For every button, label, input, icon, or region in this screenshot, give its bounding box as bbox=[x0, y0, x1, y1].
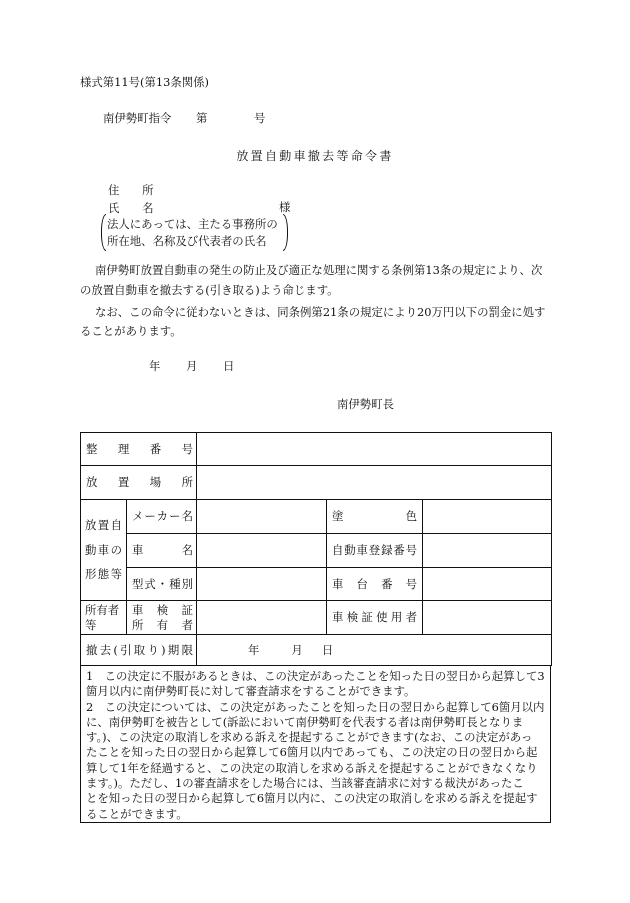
name-label: 氏 名 bbox=[108, 201, 154, 215]
body-line-4: ることがあります。 bbox=[80, 324, 182, 338]
owner-label bbox=[81, 601, 127, 635]
date-month: 月 bbox=[186, 359, 198, 373]
model-value bbox=[197, 568, 327, 601]
registration-value bbox=[423, 534, 552, 568]
form-number: 様式第11号(第13条関係) bbox=[80, 75, 210, 89]
directive-dai: 第 bbox=[196, 111, 208, 125]
reference-number-value bbox=[197, 433, 552, 466]
note-2-line-3: す。)、この決定の取消しを求める訴えを提起することができます(なお、この決定があっ bbox=[86, 730, 533, 745]
corporate-note-line-1: 法人にあっては、主たる事務所の bbox=[107, 217, 278, 231]
document-title: 放置自動車撤去等命令書 bbox=[236, 149, 394, 163]
deadline-label: 撤去(引取り)期限 bbox=[81, 635, 197, 666]
deadline-month: 月 bbox=[291, 642, 303, 657]
chassis-value bbox=[423, 568, 552, 601]
row-maker bbox=[81, 500, 552, 534]
directive-go: 号 bbox=[254, 111, 266, 125]
note-2-line-6: ます。)。ただし、1の審査請求をした場合には、当該審査請求に対する裁決があったこ bbox=[86, 776, 524, 791]
vehicle-form-label-line-3: 形態等 bbox=[85, 567, 122, 582]
body-line-1: 南伊勢町放置自動車の発生の防止及び適正な処理に関する条例第13条の規定により、次 bbox=[95, 263, 543, 277]
inspection-user-value bbox=[423, 601, 552, 635]
car-name-value bbox=[197, 534, 327, 568]
paint-color-label: 塗 色 bbox=[327, 500, 423, 534]
body-line-3: なお、この命令に従わないときは、同条例第21条の規定により20万円以下の罰金に処す bbox=[95, 305, 546, 319]
model-label: 型式・種別 bbox=[127, 568, 197, 601]
inspection-owner-label bbox=[127, 601, 197, 635]
directive-prefix: 南伊勢町指令 bbox=[103, 111, 172, 125]
note-1-line-2: 箇月以内に南伊勢町長に対して審査請求をすることができます。 bbox=[86, 684, 416, 699]
row-owner bbox=[81, 601, 552, 635]
vehicle-form bbox=[80, 432, 551, 823]
location-value bbox=[197, 466, 552, 500]
row-model bbox=[81, 568, 552, 601]
note-1-line-1: 1 この決定に不服があるときは、この決定があったことを知った日の翌日から起算して3 bbox=[86, 669, 545, 683]
vehicle-form-label bbox=[81, 500, 127, 601]
bracket-right bbox=[283, 214, 288, 251]
note-2-line-4: たことを知った日の翌日から起算して6箇月以内であっても、この決定の日の翌日から起 bbox=[86, 745, 538, 760]
registration-label: 自動車登録番号 bbox=[327, 534, 423, 568]
bracket-left bbox=[101, 214, 106, 251]
row-car-name bbox=[81, 534, 552, 568]
reference-number-label: 整 理 番 号 bbox=[81, 433, 197, 466]
vehicle-form-label-line-2: 動車の bbox=[85, 542, 122, 557]
note-2-line-1: 2 この決定については、この決定があったことを知った日の翌日から起算して6箇月以内 bbox=[86, 699, 545, 714]
deadline-year: 年 bbox=[248, 642, 260, 657]
inspection-owner-label-line-2: 所 有 者 bbox=[132, 617, 193, 632]
deadline-value bbox=[197, 635, 552, 666]
location-label: 放 置 場 所 bbox=[81, 466, 197, 500]
honorific: 様 bbox=[279, 200, 291, 214]
note-2-line-8: ることができます。 bbox=[86, 806, 188, 821]
car-name-label: 車 名 bbox=[127, 534, 197, 568]
owner-label-line-1: 所有者 bbox=[85, 602, 120, 617]
owner-label-line-2: 等 bbox=[85, 617, 97, 632]
inspection-owner-label-line-1: 車 検 証 bbox=[132, 602, 193, 617]
notes-box bbox=[80, 666, 551, 823]
note-2-line-7: とを知った日の翌日から起算して6箇月以内に、この決定の取消しを求める訴えを提起す bbox=[86, 791, 538, 806]
note-2-line-5: 算して1年を経過すると、この決定の取消しを求める訴えを提起することができなくなり bbox=[86, 760, 538, 775]
corporate-note-line-2: 所在地、名称及び代表者の氏名 bbox=[107, 234, 267, 248]
row-location bbox=[81, 466, 552, 500]
row-deadline bbox=[81, 635, 552, 666]
body-line-2: の放置自動車を撤去する(引き取る)よう命じます。 bbox=[80, 283, 339, 297]
inspection-owner-value bbox=[197, 601, 327, 635]
issuer: 南伊勢町長 bbox=[337, 397, 394, 411]
date-year: 年 bbox=[149, 359, 161, 373]
chassis-label: 車 台 番 号 bbox=[327, 568, 423, 601]
inspection-user-label: 車検証使用者 bbox=[327, 601, 423, 635]
row-reference-number bbox=[81, 433, 552, 466]
vehicle-info-table bbox=[80, 432, 552, 666]
maker-value bbox=[197, 500, 327, 534]
maker-label: メーカー名 bbox=[127, 500, 197, 534]
vehicle-form-label-line-1: 放置自 bbox=[85, 518, 122, 533]
date-day: 日 bbox=[223, 359, 235, 373]
paint-color-value bbox=[423, 500, 552, 534]
note-2-line-2: に、南伊勢町を被告として(訴訟において南伊勢町を代表する者は南伊勢町長となりま bbox=[86, 714, 524, 729]
address-label: 住 所 bbox=[108, 183, 154, 197]
deadline-day: 日 bbox=[321, 642, 334, 657]
